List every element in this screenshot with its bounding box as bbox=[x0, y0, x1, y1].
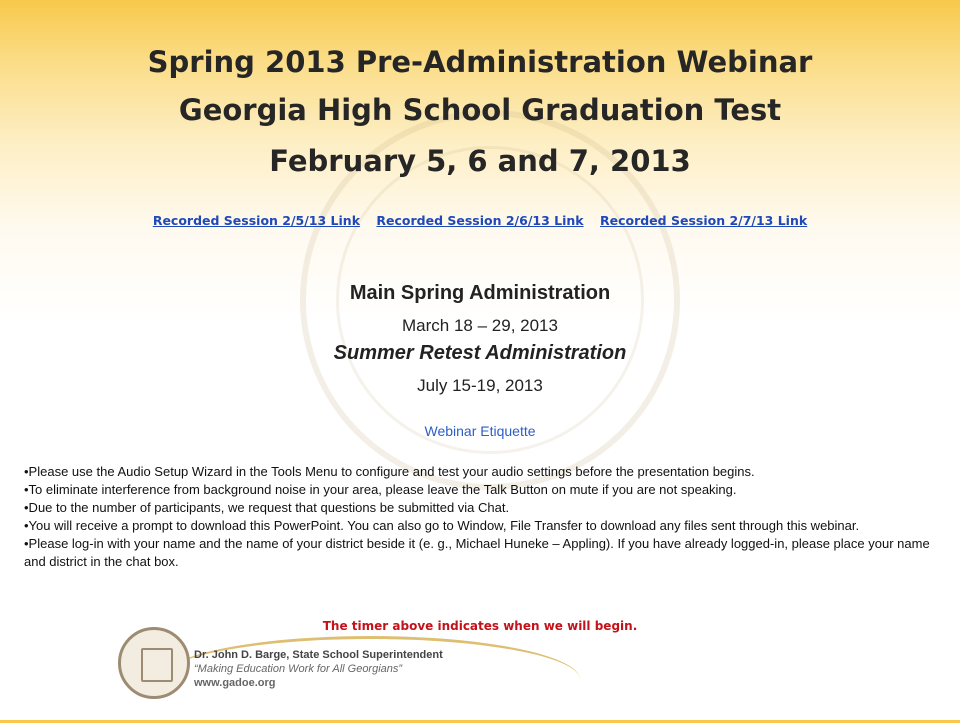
summer-retest-dates: July 15-19, 2013 bbox=[417, 376, 543, 395]
etiquette-list bbox=[24, 463, 939, 571]
etiquette-bullet: •You will receive a prompt to download this PowerPoint. You can also go to Window, File Transfer to download any files sent through this webinar. bbox=[24, 518, 860, 533]
recorded-session-link-2-7[interactable]: Recorded Session 2/7/13 Link bbox=[599, 213, 808, 228]
summer-retest-heading: Summer Retest Administration bbox=[333, 342, 627, 364]
etiquette-bullet: •Due to the number of participants, we request that questions be submitted via Chat. bbox=[24, 500, 510, 515]
title-line-3: February 5, 6 and 7, 2013 bbox=[269, 144, 691, 178]
recorded-session-link-2-6[interactable]: Recorded Session 2/6/13 Link bbox=[376, 213, 584, 228]
superintendent-block bbox=[194, 648, 443, 690]
etiquette-bullet: •Please log-in with your name and the name of your district beside it (e. g., Michael Huneke – Appling). If you have already logged-in, please place your name and district in the chat box. bbox=[24, 536, 930, 569]
timer-note: The timer above indicates when we will begin. bbox=[322, 619, 638, 633]
etiquette-heading: Webinar Etiquette bbox=[424, 423, 536, 439]
main-admin-dates: March 18 – 29, 2013 bbox=[402, 316, 558, 335]
main-admin-heading: Main Spring Administration bbox=[349, 282, 611, 304]
recorded-session-links bbox=[0, 213, 960, 228]
superintendent-motto: “Making Education Work for All Georgians” bbox=[194, 663, 403, 675]
title-line-1: Spring 2013 Pre-Administration Webinar bbox=[147, 45, 813, 79]
recorded-session-link-2-5[interactable]: Recorded Session 2/5/13 Link bbox=[152, 213, 361, 228]
etiquette-bullet: •To eliminate interference from background noise in your area, please leave the Talk Button on mute if you are not speaking. bbox=[24, 482, 737, 497]
department-of-education-seal-icon bbox=[118, 627, 190, 699]
website-text: www.gadoe.org bbox=[194, 677, 276, 689]
superintendent-name: Dr. John D. Barge, State School Superintendent bbox=[194, 649, 443, 661]
etiquette-bullet: •Please use the Audio Setup Wizard in the Tools Menu to configure and test your audio settings before the presentation begins. bbox=[24, 464, 755, 479]
title-line-2: Georgia High School Graduation Test bbox=[178, 93, 782, 127]
